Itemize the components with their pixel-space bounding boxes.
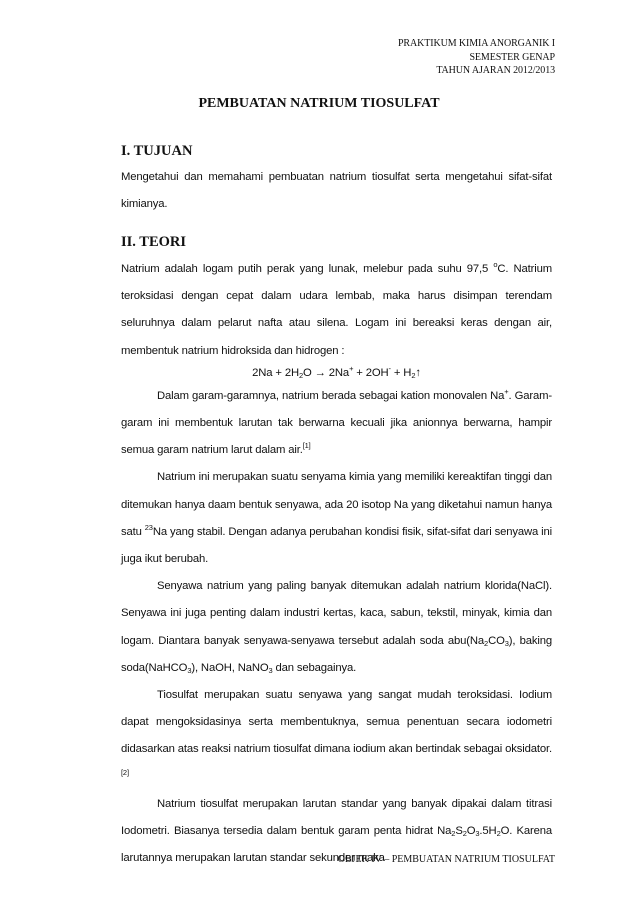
- page-header: [398, 37, 555, 78]
- header-academic-year: TAHUN AJARAN 2012/2013: [436, 65, 555, 76]
- reference-1: [1]: [302, 441, 311, 451]
- teori-paragraph-6: Natrium tiosulfat merupakan larutan standar yang banyak dipakai dalam titrasi Iodometri. Biasanya tersedia dalam bentuk garam penta hidrat $Na_2S_2O_3.5H_2O$. Karena larutannya merupakan larutan standar sekunder maka: [121, 797, 552, 865]
- teori-paragraph-4: Senyawa natrium yang paling banyak ditemukan adalah natrium klorida(NaCl). Senyawa ini juga penting dalam industri kertas, kaca, sabun, tekstil, minyak, kimia dan logam. Diantara banyak senyawa-senyawa tersebut adalah soda $abu(Na_2CO_3)$, baking soda(NaHCO$_3$), NaOH, NaNO$_3$ dan sebagainya.: [121, 580, 552, 675]
- header-course: PRAKTIKUM KIMIA ANORGANIK I: [397, 38, 555, 49]
- reference-2: [2]: [121, 767, 129, 777]
- tujuan-paragraph: Mengetahui dan memahami pembuatan natrium tiosulfat serta mengetahui sifat-sifat kimianya.: [121, 171, 552, 211]
- section-tujuan: [121, 164, 552, 218]
- section-teori: [121, 256, 552, 872]
- teori-paragraph-2: Dalam garam-garamnya, natrium berada sebagai kation monovalen Na+. Garam-garam ini membentuk larutan tak berwarna kecuali jika anionnya berwarna, hampir semua garam natrium larut dalam air.[1]: [121, 386, 552, 457]
- teori-paragraph-1: Natrium adalah logam putih perak yang lunak, melebur pada suhu 97,5 $^o$C. Natrium teroksidasi dengan cepat dalam udara lembab, maka harus disimpan terendam seluruhnya dalam pelarut nafta atau silena. Logam ini bereaksi keras dengan air, membentuk natrium hidroksida dan hidrogen :: [121, 260, 552, 357]
- header-semester: SEMESTER GENAP: [469, 51, 555, 63]
- section-heading-teori: II. TEORI: [121, 234, 187, 250]
- teori-paragraph-3: Natrium ini merupakan suatu senyama kimia yang memiliki kereaktifan tinggi dan ditemukan hanya daam bentuk senyawa, ada 20 isotop Na yang diketahui namun hanya satu $^{23}$Na yang stabil. Dengan adanya perubahan kondisi fisik, sifat-sifat dari senyawa ini juga ikut berubah.: [121, 471, 552, 566]
- degree-superscript: o: [493, 260, 498, 269]
- section-heading-tujuan: I. TUJUAN: [121, 143, 193, 159]
- teori-paragraph-5: Tiosulfat merupakan suatu senyawa yang sangat mudah teroksidasi. Iodium dapat mengoksidasinya serta membentuknya, semua penentuan secara iodometri didasarkan atas reaksi natrium tiosulfat dimana iodium akan bertindak sebagai oksidator.[2]: [121, 689, 552, 777]
- page-footer: OBJEK IV – PEMBUATAN NATRIUM TIOSULFAT: [337, 854, 555, 865]
- reaction-equation: $2Na + 2H_2O \to 2Na^+ + 2OH^-$ + $H_2↑$: [252, 363, 421, 380]
- document-title: PEMBUATAN NATRIUM TIOSULFAT: [198, 96, 440, 111]
